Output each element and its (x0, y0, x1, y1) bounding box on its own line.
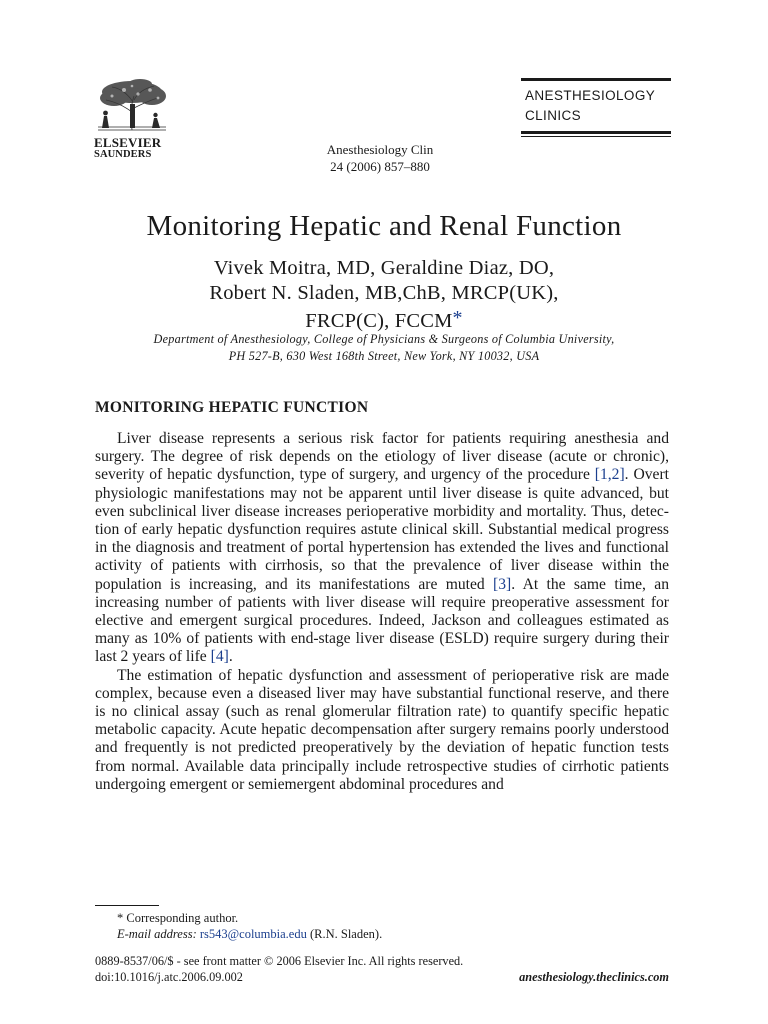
authors-line2: Robert N. Sladen, MB,ChB, MRCP(UK), (209, 282, 559, 304)
reference-link[interactable]: [4] (210, 648, 229, 666)
issn-line: 0889-8537/06/$ - see front matter © 2006 Elsevier Inc. All rights reserved. (95, 954, 464, 968)
affiliation-line1: Department of Anesthesiology, College of Physicians & Surgeons of Columbia University, (153, 332, 615, 346)
journal-name-line1: ANESTHESIOLOGY (525, 88, 656, 103)
corresponding-author-link[interactable]: * (452, 307, 463, 329)
copyright-block (95, 953, 463, 985)
citation-volume-pages: 24 (2006) 857–880 (330, 159, 430, 174)
author-affiliation (90, 331, 678, 365)
reference-link[interactable]: [1,2] (594, 466, 625, 484)
paragraph-1-part-d: . (228, 648, 233, 666)
journal-website-link[interactable]: anesthesiology.theclinics.com (519, 970, 669, 984)
email-link[interactable]: rs543@columbia.edu (199, 927, 307, 941)
journal-name-line2: CLINICS (525, 108, 582, 123)
authors-line1: Vivek Moitra, MD, Geraldine Diaz, DO, (213, 257, 555, 279)
paragraph-1-part-c: . At the same time, an increasing number of patients with liver disease will require preoperative assessment for elective and emergent surgical procedures. Indeed, Jackson and colleagues estimated as many as 10% of patients with end-stage liver disease (ESLD) require surgery during their last 2 years of life (95, 575, 669, 666)
footnote-rule (95, 905, 159, 906)
article-authors (60, 256, 708, 334)
publisher-name: ELSEVIER (94, 135, 162, 150)
footnote-corresponding: * Corresponding author. (117, 911, 239, 925)
journal-masthead (521, 78, 671, 137)
article-title: Monitoring Hepatic and Renal Function (146, 210, 622, 242)
publisher-imprint: SAUNDERS (94, 149, 152, 160)
journal-citation (290, 141, 470, 175)
authors-line3-text: FRCP(C), FCCM (305, 310, 453, 332)
email-suffix: (R.N. Sladen). (309, 927, 383, 941)
elsevier-tree-icon (94, 78, 170, 134)
journal-name (521, 81, 671, 131)
publisher-logo (94, 78, 170, 164)
article-body (95, 430, 669, 794)
footnote-email-line (117, 926, 382, 942)
masthead-rule-bottom (521, 131, 671, 134)
masthead-rule-bottom-thin (521, 136, 671, 137)
email-label: E-mail address: (117, 927, 197, 941)
paragraph-1-part-a: Liver disease represents a serious risk factor for patients requiring anesthesia and surgery. The degree of risk depends on the etiology of liver disease (acute or chronic), severity of hepatic dysfunction, type of surgery, and urgency of the procedure (95, 430, 669, 484)
section-heading: MONITORING HEPATIC FUNCTION (95, 399, 369, 416)
citation-journal: Anesthesiology Clin (326, 142, 434, 157)
paragraph-1 (95, 430, 669, 667)
paragraph-2: The estimation of hepatic dysfunction and assessment of perioperative risk are made complex, because even a diseased liver may have substantial functional reserve, and there is no clinical assay (such as renal glomerular filtration rate) to quantify specific hepatic metabolic capacity. Acute hepatic decompensation after surgery remains poorly understood and frequently is not predicted preoperatively by the deviation of hepatic function tests from normal. Available data principally include retrospective studies of cirrhotic patients undergoing emergent or semiemergent abdominal procedures and (95, 666, 669, 793)
authors-line3 (60, 306, 708, 334)
reference-link[interactable]: [3] (493, 575, 512, 593)
doi: doi:10.1016/j.atc.2006.09.002 (95, 970, 243, 984)
paragraph-1-part-b: . Overt physiologic manifestations may not be apparent until liver disease is quite advanced, but even subclinical liver disease increases perioperative morbidity and mortality. Thus, detection of early hepatic dysfunction requires astute clinical skill. Substantial medical progress in the diagnosis and treatment of portal hypertension has extended the lives and functional activity of patients with cirrhosis, so that the prevalence of liver disease within the population is increasing, and its manifestations are muted (95, 466, 669, 593)
affiliation-line2: PH 527-B, 630 West 168th Street, New York, NY 10032, USA (228, 349, 540, 363)
footnote (117, 910, 382, 942)
